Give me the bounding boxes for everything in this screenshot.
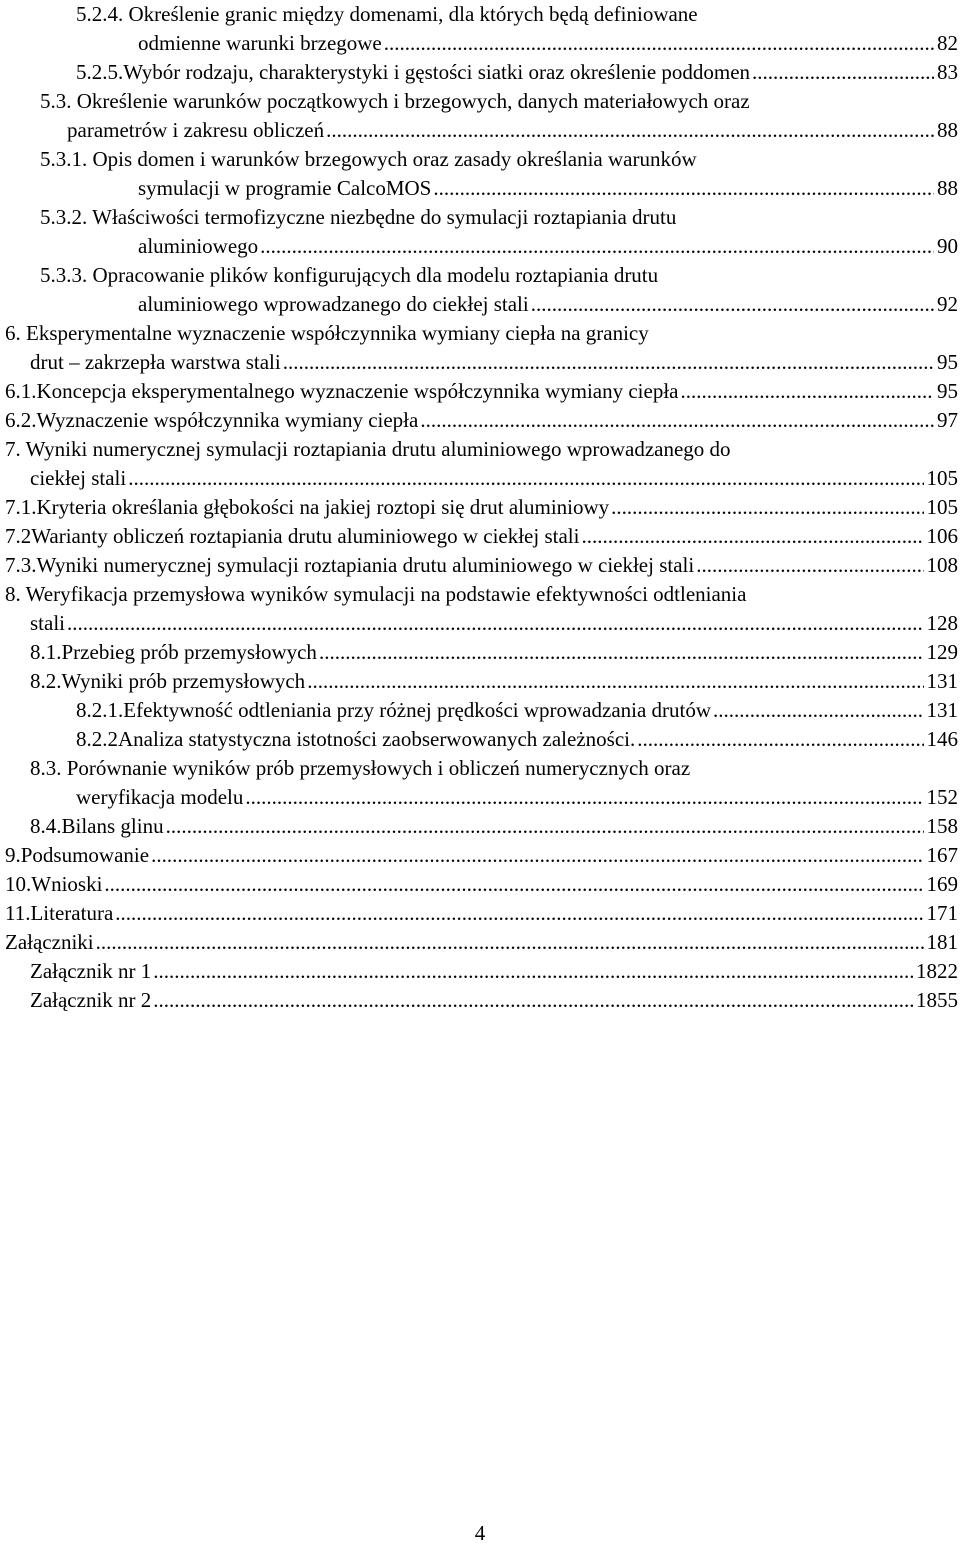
toc-leader-dots <box>153 957 913 986</box>
toc-page-number: 105 <box>926 466 958 490</box>
toc-entry[interactable] <box>0 754 958 812</box>
toc-page-number: 108 <box>926 553 958 577</box>
toc-entry[interactable] <box>0 725 958 754</box>
toc-entry-number: 8.2.2 <box>76 727 118 751</box>
toc-leader-dots <box>115 899 923 928</box>
toc-entry-number: 8.2.1. <box>76 698 124 722</box>
toc-entry[interactable] <box>0 986 958 1015</box>
toc-entry-title: Analiza statystyczna istotności zaobserwowanych zależności. <box>118 727 636 751</box>
toc-entry-title-continued: aluminiowego wprowadzanego do ciekłej stali <box>138 292 529 316</box>
toc-page-number: 131 <box>926 669 958 693</box>
toc-entry-number: 5.2.4. <box>76 2 124 26</box>
toc-entry[interactable] <box>0 493 958 522</box>
toc-entry-title: Efektywność odtleniania przy różnej prędkości wprowadzania drutów <box>123 698 712 722</box>
toc-entry-title: Weryfikacja przemysłowa wyników symulacji na podstawie efektywności odtleniania <box>20 582 747 606</box>
toc-entry-number: 11. <box>5 901 31 925</box>
toc-entry-title-continued: symulacji w programie CalcoMOS <box>138 176 432 200</box>
toc-entry-title: Wyniki prób przemysłowych <box>61 669 306 693</box>
toc-leader-dots <box>326 116 934 145</box>
toc-page-number: 167 <box>926 843 958 867</box>
page-number: 4 <box>474 1521 486 1545</box>
toc-entry-title-continued: stali <box>30 611 65 635</box>
toc-entry-title: Wyniki numerycznej symulacji roztapiania drutu aluminiowego w ciekłej stali <box>36 553 695 577</box>
toc-entry[interactable] <box>0 812 958 841</box>
toc-leader-dots <box>153 986 913 1015</box>
toc-page-number: 88 <box>937 118 958 142</box>
toc-entry-number: 10. <box>5 872 32 896</box>
toc-leader-dots <box>681 377 935 406</box>
toc-page-number: 131 <box>926 698 958 722</box>
toc-entry-number: 7.2 <box>5 524 32 548</box>
toc-leader-dots <box>531 290 934 319</box>
toc-entry-title: Opis domen i warunków brzegowych oraz zasady określania warunków <box>87 147 697 171</box>
toc-entry-title: Określenie warunków początkowych i brzegowych, danych materiałowych oraz <box>71 89 750 113</box>
toc-page-number: 106 <box>926 524 958 548</box>
toc-entry-number: 5.3.3. <box>40 263 88 287</box>
toc-page-number: 129 <box>926 640 958 664</box>
toc-entry[interactable] <box>0 319 958 377</box>
toc-entry-number: 7. <box>5 437 21 461</box>
toc-entry-title: Załączniki <box>5 930 94 954</box>
toc-entry-number: 8.3. <box>30 756 62 780</box>
toc-entry-title: Opracowanie plików konfigurujących dla modelu roztapiania drutu <box>87 263 659 287</box>
toc-entry-number: 6.2. <box>5 408 37 432</box>
toc-entry-title-continued: parametrów i zakresu obliczeń <box>67 118 325 142</box>
toc-page-number: 1855 <box>916 988 958 1012</box>
toc-leader-dots <box>752 58 934 87</box>
toc-entry-number: 9. <box>5 843 21 867</box>
toc-entry-title: Wyznaczenie współczynnika wymiany ciepła <box>36 408 419 432</box>
toc-leader-dots <box>713 696 923 725</box>
toc-leader-dots <box>260 232 934 261</box>
toc-entry-title: Wnioski <box>31 872 103 896</box>
toc-entry-number: 6.1. <box>5 379 37 403</box>
toc-entry-title: Określenie granic między domenami, dla których będą definiowane <box>123 2 698 26</box>
toc-entry[interactable] <box>0 406 958 435</box>
toc-entry[interactable] <box>0 58 958 87</box>
toc-entry[interactable] <box>0 145 958 203</box>
toc-leader-dots <box>696 551 923 580</box>
toc-page-number: 128 <box>926 611 958 635</box>
toc-leader-dots <box>96 928 924 957</box>
toc-entry-title: Literatura <box>30 901 114 925</box>
toc-entry-number: 5.3. <box>40 89 72 113</box>
toc-entry[interactable] <box>0 841 958 870</box>
toc-page-number: 82 <box>937 31 958 55</box>
toc-entry-title: Załącznik nr 2 <box>30 988 152 1012</box>
toc-entry-title-continued: odmienne warunki brzegowe <box>138 31 382 55</box>
toc-entry[interactable] <box>0 957 958 986</box>
toc-entry-number: 5.2.5. <box>76 60 124 84</box>
toc-entry[interactable] <box>0 928 958 957</box>
toc-entry-number: 8.4. <box>30 814 62 838</box>
toc-page-number: 169 <box>926 872 958 896</box>
toc-entry-title: Porównanie wyników prób przemysłowych i obliczeń numerycznych oraz <box>61 756 691 780</box>
toc-entry-number: 8. <box>5 582 21 606</box>
toc-page-number: 152 <box>926 785 958 809</box>
toc-leader-dots <box>67 609 924 638</box>
toc-entry-number: 7.3. <box>5 553 37 577</box>
toc-leader-dots <box>433 174 934 203</box>
toc-entry[interactable] <box>0 696 958 725</box>
toc-entry[interactable] <box>0 551 958 580</box>
toc-leader-dots <box>151 841 923 870</box>
toc-entry-title: Eksperymentalne wyznaczenie współczynnika wymiany ciepła na granicy <box>20 321 649 345</box>
toc-leader-dots <box>245 783 923 812</box>
toc-entry-title: Załącznik nr 1 <box>30 959 152 983</box>
toc-entry-title: Przebieg prób przemysłowych <box>61 640 317 664</box>
toc-entry-number: 6. <box>5 321 21 345</box>
toc-leader-dots <box>104 870 923 899</box>
toc-page-number: 158 <box>926 814 958 838</box>
toc-page-number: 97 <box>937 408 958 432</box>
toc-leader-dots <box>611 493 923 522</box>
toc-page-number: 1822 <box>916 959 958 983</box>
toc-entry[interactable] <box>0 899 958 928</box>
toc-entry-title: Wybór rodzaju, charakterystyki i gęstości siatki oraz określenie poddomen <box>123 60 751 84</box>
toc-page-number: 105 <box>926 495 958 519</box>
toc-entry-title-continued: weryfikacja modelu <box>76 785 244 809</box>
toc-entry[interactable] <box>0 87 958 145</box>
toc-entry[interactable] <box>0 638 958 667</box>
toc-entry-title: Warianty obliczeń roztapiania drutu aluminiowego w ciekłej stali <box>31 524 580 548</box>
toc-leader-dots <box>166 812 924 841</box>
toc-entry[interactable] <box>0 667 958 696</box>
toc-leader-dots <box>283 348 934 377</box>
toc-entry[interactable] <box>0 580 958 638</box>
toc-entry-title: Wyniki numerycznej symulacji roztapiania drutu aluminiowego wprowadzanego do <box>20 437 731 461</box>
toc-page-number: 83 <box>937 60 958 84</box>
toc-entry-number: 8.1. <box>30 640 62 664</box>
toc-entry[interactable] <box>0 870 958 899</box>
toc-page-number: 146 <box>926 727 958 751</box>
toc-entry-number: 5.3.1. <box>40 147 88 171</box>
toc-leader-dots <box>384 29 934 58</box>
toc-entry-title-continued: drut – zakrzepła warstwa stali <box>30 350 281 374</box>
toc-leader-dots <box>581 522 923 551</box>
toc-entry[interactable] <box>0 261 958 319</box>
toc-page-number: 95 <box>937 379 958 403</box>
toc-entry-title: Właściwości termofizyczne niezbędne do symulacji roztapiania drutu <box>87 205 677 229</box>
toc-leader-dots <box>128 464 923 493</box>
toc-entry-title: Koncepcja eksperymentalnego wyznaczenie współczynnika wymiany ciepła <box>36 379 679 403</box>
toc-entry-number: 5.3.2. <box>40 205 88 229</box>
toc-entry-title-continued: aluminiowego <box>138 234 259 258</box>
toc-leader-dots <box>319 638 924 667</box>
toc-entry-title: Podsumowanie <box>20 843 150 867</box>
toc-entry[interactable] <box>0 0 958 58</box>
toc-page-number: 181 <box>926 930 958 954</box>
toc-entry[interactable] <box>0 435 958 493</box>
toc-page-number: 90 <box>937 234 958 258</box>
toc-entry-number: 8.2. <box>30 669 62 693</box>
toc-entry-title: Bilans glinu <box>61 814 164 838</box>
toc-entry-number: 7.1. <box>5 495 37 519</box>
toc-entry[interactable] <box>0 377 958 406</box>
toc-page-number: 88 <box>937 176 958 200</box>
toc-entry-title-continued: ciekłej stali <box>30 466 127 490</box>
toc-leader-dots <box>307 667 923 696</box>
toc-leader-dots <box>637 725 923 754</box>
toc-entry[interactable] <box>0 203 958 261</box>
toc-leader-dots <box>420 406 934 435</box>
toc-page-number: 95 <box>937 350 958 374</box>
toc-page-number: 171 <box>926 901 958 925</box>
toc-page-number: 92 <box>937 292 958 316</box>
toc-entry-title: Kryteria określania głębokości na jakiej roztopi się drut aluminiowy <box>36 495 610 519</box>
toc-entry[interactable] <box>0 522 958 551</box>
